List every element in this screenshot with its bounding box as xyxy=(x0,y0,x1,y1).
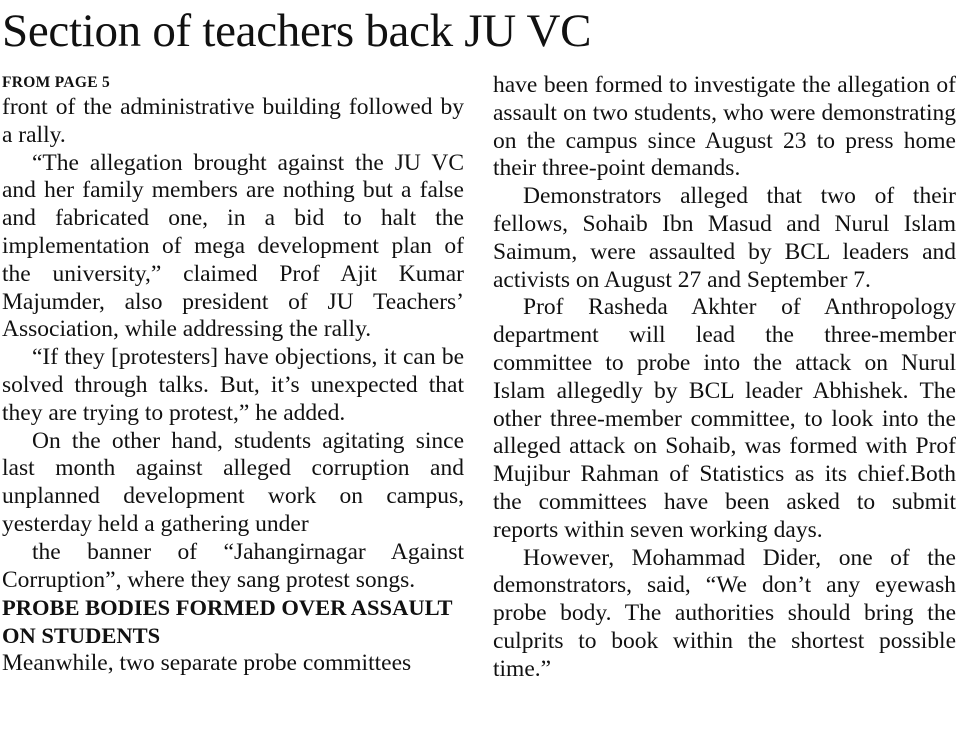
paragraph: have been formed to investigate the allegation of assault on two students, who were demonstrating on the campus since August 23 to press home their three-point demands. xyxy=(493,72,956,182)
paragraph: However, Mohammad Dider, one of the demonstrators, said, “We don’t any eyewash probe body. The authorities should bring the culprits to book within the shortest possible time.” xyxy=(493,544,956,682)
subheading: PROBE BODIES FORMED OVER ASSAULT ON STUDENTS xyxy=(2,595,453,649)
continuation-label: FROM PAGE 5 xyxy=(2,74,111,91)
headline: Section of teachers back JU VC xyxy=(2,5,592,57)
article-column-right xyxy=(493,72,956,684)
paragraph: front of the administrative building followed by a rally. xyxy=(2,94,464,148)
paragraph: “If they [protesters] have objections, it can be solved through talks. But, it’s unexpected that they are trying to protest,” he added. xyxy=(2,344,464,426)
paragraph: Prof Rasheda Akhter of Anthropology department will lead the three-member committee to probe into the attack on Nurul Islam allegedly by BCL leader Abhishek. The other three-member committee, to look into the alleged attack on Sohaib, was formed with Prof Mujibur Rahman of Statistics as its chief.Both the committees have been asked to submit reports within seven working days. xyxy=(493,294,956,543)
paragraph: the banner of “Jahangirnagar Against Corruption”, where they sang protest songs. xyxy=(2,538,464,593)
article-column-left xyxy=(2,72,464,678)
paragraph: Meanwhile, two separate probe committees xyxy=(2,649,412,676)
paragraph: “The allegation brought against the JU VC and her family members are nothing but a false and fabricated one, in a bid to halt the implementation of mega development plan of the university,” claimed Prof Ajit Kumar Majumder, also president of JU Teachers’ Association, while addressing the rally. xyxy=(2,149,464,343)
paragraph: Demonstrators alleged that two of their fellows, Sohaib Ibn Masud and Nurul Islam Saimum, were assaulted by BCL leaders and activists on August 27 and September 7. xyxy=(493,183,956,293)
paragraph: On the other hand, students agitating since last month against alleged corruption and unplanned development work on campus, yesterday held a gathering under xyxy=(2,427,464,537)
